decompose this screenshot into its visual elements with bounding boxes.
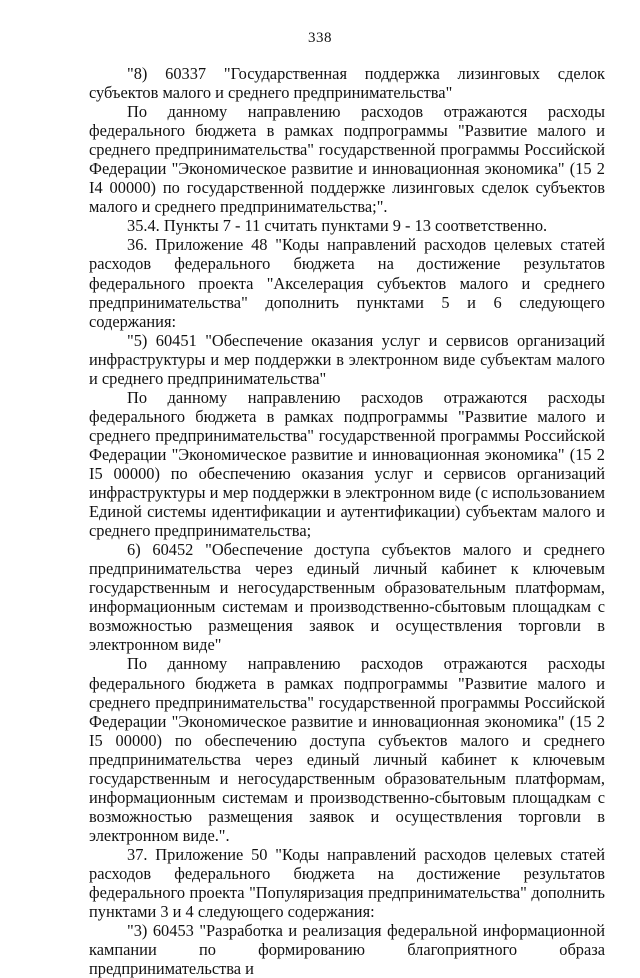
- paragraph-37-appendix-50: 37. Приложение 50 "Коды направлений расходов целевых статей расходов федерального бюджета на достижение результатов федерального проекта "Популяризация предпринимательства" дополнить пунктами 3 и 4 следующего содержания:: [89, 844, 605, 922]
- paragraph-item-6-60452: 6) 60452 "Обеспечение доступа субъектов малого и среднего предпринимательства через единый личный кабинет к ключевым государственным и негосударственным образовательным платформам, информационным системам и производственно-сбытовым площадкам с возможностью размещения заявок и осуществления торговли в электронном виде": [89, 540, 605, 655]
- paragraph-item-8-60337: "8) 60337 "Государственная поддержка лизинговых сделок субъектов малого и среднего предпринимательства": [89, 64, 605, 103]
- page-number: 338: [308, 30, 332, 46]
- paragraph-description-60337: По данному направлению расходов отражаются расходы федерального бюджета в рамках подпрограммы "Развитие малого и среднего предпринимательства" государственной программы Российской Федерации "Экономическое развитие и инновационная экономика" (15 2 I4 00000) по государственной поддержке лизинговых сделок субъектов малого и среднего предпринимательства;".: [89, 102, 605, 217]
- paragraph-item-3-60453: "3) 60453 "Разработка и реализация федеральной информационной кампании по формированию благоприятного образа предпринимательства и: [89, 921, 605, 978]
- paragraph-description-60451: По данному направлению расходов отражаются расходы федерального бюджета в рамках подпрограммы "Развитие малого и среднего предпринимательства" государственной программы Российской Федерации "Экономическое развитие и инновационная экономика" (15 2 I5 00000) по обеспечению оказания услуг и сервисов организаций инфраструктуры и мер поддержки в электронном виде (с использованием Единой системы идентификации и аутентификации) субъектам малого и среднего предпринимательства;: [89, 387, 605, 541]
- paragraph-item-5-60451: "5) 60451 "Обеспечение оказания услуг и сервисов организаций инфраструктуры и мер поддержки в электронном виде субъектам малого и среднего предпринимательства": [89, 330, 605, 388]
- document-body: [89, 64, 605, 978]
- paragraph-36-appendix-48: 36. Приложение 48 "Коды направлений расходов целевых статей расходов федерального бюджета на достижение результатов федерального проекта "Акселерация субъектов малого и среднего предпринимательства" дополнить пунктами 5 и 6 следующего содержания:: [89, 235, 605, 331]
- paragraph-35-4: 35.4. Пункты 7 - 11 считать пунктами 9 - 13 соответственно.: [127, 216, 548, 236]
- paragraph-description-60452: По данному направлению расходов отражаются расходы федерального бюджета в рамках подпрограммы "Развитие малого и среднего предпринимательства" государственной программы Российской Федерации "Экономическое развитие и инновационная экономика" (15 2 I5 00000) по обеспечению доступа субъектов малого и среднего предпринимательства через единый личный кабинет к ключевым государственным и негосударственным образовательным платформам, информационным системам и производственно-сбытовым площадкам с возможностью размещения заявок и осуществления торговли в электронном виде.".: [89, 654, 605, 845]
